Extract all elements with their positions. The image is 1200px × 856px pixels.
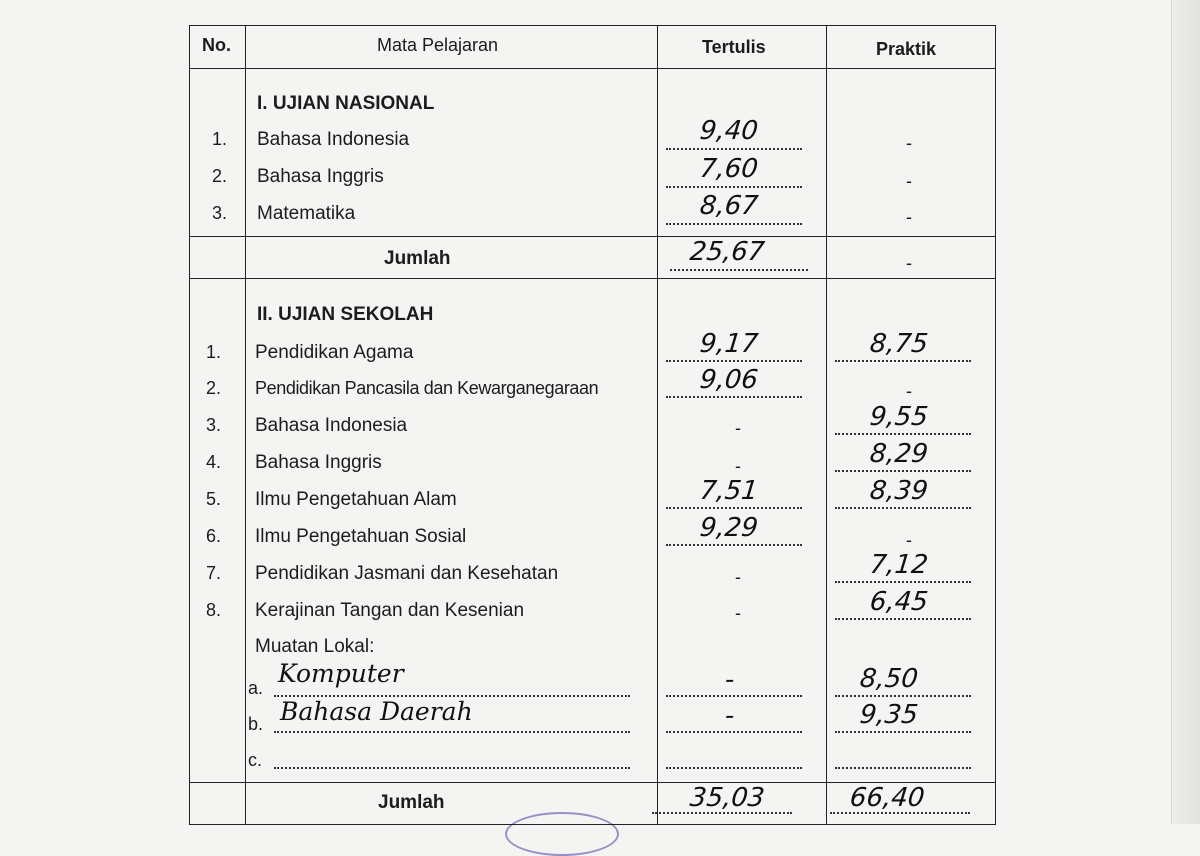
header-subject: Mata Pelajaran <box>377 35 499 55</box>
row-number: 1. <box>212 129 228 149</box>
subject-label: Bahasa Indonesia <box>255 415 408 436</box>
written-score: - <box>735 603 741 623</box>
section1-total-label: Jumlah <box>384 248 451 269</box>
subject-label: Bahasa Inggris <box>255 452 382 473</box>
section1-total-bottom <box>190 278 995 279</box>
subject-label: Ilmu Pengetahuan Alam <box>255 489 457 510</box>
practical-score: - <box>906 133 912 153</box>
practical-score: - <box>906 207 912 227</box>
subject-label: Bahasa Inggris <box>257 166 384 187</box>
row-number: 6. <box>206 526 222 546</box>
practical-dotted-line <box>835 618 971 620</box>
header-written: Tertulis <box>702 37 766 57</box>
practical-score: 7,12 <box>868 550 930 580</box>
practical-score: 8,50 <box>858 664 920 694</box>
practical-score: - <box>906 530 912 550</box>
practical-dotted-line <box>835 433 971 435</box>
written-score: 7,51 <box>698 476 760 506</box>
grade-table <box>189 25 996 825</box>
col-divider-no <box>245 26 246 824</box>
row-number: 8. <box>206 600 222 620</box>
section1-total-top <box>190 236 995 237</box>
local-letter: a. <box>248 678 264 698</box>
written-dotted-line <box>666 767 802 769</box>
written-dotted-line <box>666 186 802 188</box>
subject-label: Bahasa Indonesia <box>257 129 410 150</box>
written-score: - <box>723 701 736 731</box>
section1-title: I. UJIAN NASIONAL <box>257 93 435 114</box>
subject-label: Pendidikan Agama <box>255 342 414 363</box>
written-dotted-line <box>666 223 802 225</box>
practical-score: 8,29 <box>868 439 930 469</box>
written-score: - <box>735 567 741 587</box>
subject-label: Ilmu Pengetahuan Sosial <box>255 526 467 547</box>
written-score: 9,17 <box>698 329 760 359</box>
practical-score: 6,45 <box>868 587 930 617</box>
practical-score: 8,75 <box>868 329 930 359</box>
practical-score: - <box>906 171 912 191</box>
local-letter: b. <box>248 714 264 734</box>
practical-dotted-line <box>835 695 971 697</box>
practical-score: 9,55 <box>868 402 930 432</box>
local-dotted-line <box>274 767 630 769</box>
row-number: 5. <box>206 489 222 509</box>
header-practical: Praktik <box>876 39 937 59</box>
section2-total-written: 35,03 <box>688 783 767 813</box>
practical-dotted-line <box>835 470 971 472</box>
written-score: 9,29 <box>698 513 760 543</box>
written-dotted-line <box>666 731 802 733</box>
written-dotted-line <box>666 507 802 509</box>
row-number: 1. <box>206 342 222 362</box>
written-dotted-line <box>666 396 802 398</box>
col-divider-subject <box>657 26 658 824</box>
row-number: 3. <box>206 415 222 435</box>
section2-title: II. UJIAN SEKOLAH <box>257 304 434 325</box>
local-subject-handwritten: Bahasa Daerah <box>280 697 473 726</box>
practical-dotted-line <box>835 581 971 583</box>
written-score: 7,60 <box>698 154 760 184</box>
practical-score: 8,39 <box>868 476 930 506</box>
row-number: 3. <box>212 203 228 223</box>
section1-total-practical: - <box>906 253 912 273</box>
subject-label: Pendidikan Jasmani dan Kesehatan <box>255 563 559 584</box>
written-dotted-line <box>666 695 802 697</box>
section1-total-written: 25,67 <box>688 237 767 267</box>
section2-total-practical: 66,40 <box>848 783 927 813</box>
written-score: 8,67 <box>698 191 760 221</box>
practical-dotted-line <box>835 731 971 733</box>
written-dotted-line <box>666 544 802 546</box>
header-divider <box>190 68 995 69</box>
col-divider-written <box>826 26 827 824</box>
written-score: 9,06 <box>698 365 760 395</box>
subject-label: Pendidikan Pancasila dan Kewarganegaraan <box>255 378 599 398</box>
row-number: 2. <box>206 378 222 398</box>
practical-dotted-line <box>835 360 971 362</box>
practical-score: - <box>906 381 912 401</box>
local-subject-handwritten: Komputer <box>278 659 404 688</box>
practical-score: 9,35 <box>858 700 920 730</box>
written-score: - <box>723 665 736 695</box>
subject-label: Matematika <box>257 203 356 224</box>
written-dotted-line <box>666 148 802 150</box>
row-number: 7. <box>206 563 222 583</box>
row-number: 4. <box>206 452 222 472</box>
header-no: No. <box>202 35 231 55</box>
subject-label: Kerajinan Tangan dan Kesenian <box>255 600 525 621</box>
local-letter: c. <box>248 750 263 770</box>
practical-dotted-line <box>835 507 971 509</box>
written-dotted-line <box>666 360 802 362</box>
written-dotted-line <box>670 269 808 271</box>
written-score: - <box>735 418 741 438</box>
local-content-label: Muatan Lokal: <box>255 636 375 657</box>
written-score: - <box>735 456 741 476</box>
paper-edge <box>1171 0 1200 824</box>
local-dotted-line <box>274 731 630 733</box>
practical-dotted-line <box>835 767 971 769</box>
section2-total-label: Jumlah <box>378 792 445 813</box>
written-score: 9,40 <box>698 116 760 146</box>
row-number: 2. <box>212 166 228 186</box>
